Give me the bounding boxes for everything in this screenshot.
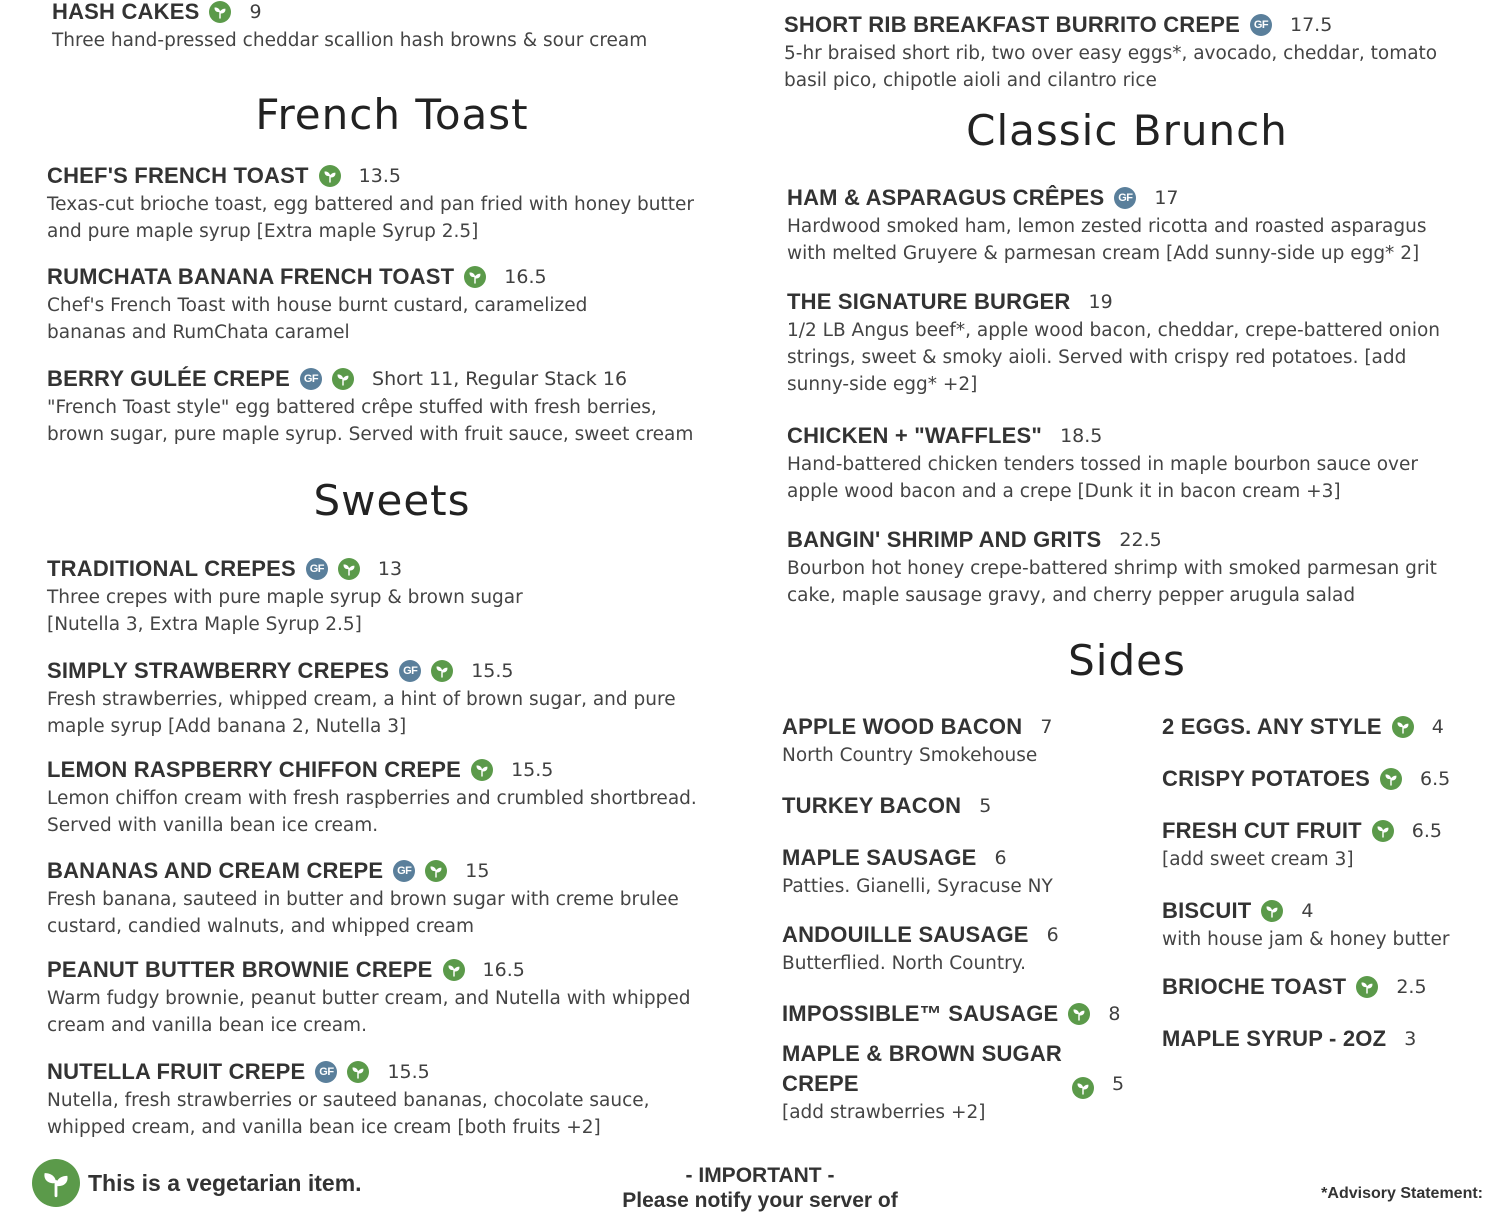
side-item — [1162, 972, 1492, 1002]
leaf-icon — [464, 266, 486, 288]
side-item — [782, 999, 1152, 1029]
item-description: Three crepes with pure maple syrup & brown sugar [Nutella 3, Extra Maple Syrup 2.5] — [47, 587, 523, 635]
gf-badge-label: GF — [1118, 192, 1133, 204]
item-header — [782, 1039, 1152, 1099]
item-description: Chef's French Toast with house burnt custard, caramelized bananas and RumChata caramel — [47, 295, 588, 343]
gf-badge-label: GF — [403, 665, 418, 677]
item-price: Short 11, Regular Stack 16 — [372, 368, 628, 390]
item-name: LEMON RASPBERRY CHIFFON CREPE — [47, 757, 462, 782]
item-header — [1162, 1024, 1492, 1054]
section-title-classic-brunch: Classic Brunch — [966, 106, 1288, 155]
leaf-icon — [1392, 716, 1414, 738]
item-name: SIMPLY STRAWBERRY CREPES — [47, 658, 390, 683]
section-title-sides: Sides — [1068, 636, 1186, 685]
menu-item — [47, 554, 737, 638]
item-name: BRIOCHE TOAST — [1162, 974, 1347, 999]
menu-item — [47, 262, 737, 346]
item-description: Nutella, fresh strawberries or sauteed bananas, chocolate sauce, whipped cream, and vanilla bean ice cream [both fruits +2] — [47, 1090, 650, 1138]
menu-item-short-rib-burrito — [784, 10, 1472, 94]
item-name: MAPLE SAUSAGE — [782, 845, 977, 870]
vegetarian-legend-text: This is a vegetarian item. — [88, 1169, 362, 1196]
item-name: SHORT RIB BREAKFAST BURRITO CREPE — [784, 12, 1240, 37]
menu-item — [47, 1057, 737, 1141]
item-name: HAM & ASPARAGUS CRÊPES — [787, 185, 1105, 210]
side-item-maple-brown-sugar-crepe — [782, 1039, 1152, 1126]
item-description: Hand-battered chicken tenders tossed in maple bourbon sauce over apple wood bacon and a crepe [Dunk it in bacon cream +3] — [787, 454, 1418, 502]
leaf-icon — [338, 558, 360, 580]
leaf-icon — [431, 660, 453, 682]
gluten-free-icon — [393, 860, 415, 882]
item-description: 5-hr braised short rib, two over easy eggs*, avocado, cheddar, tomato basil pico, chipotle aioli and cilantro rice — [784, 43, 1438, 91]
item-header — [47, 262, 737, 292]
item-price: 7 — [1040, 716, 1053, 738]
item-name: HASH CAKES — [52, 0, 200, 24]
menu-item-hash-cakes — [52, 0, 737, 54]
item-price: 15.5 — [471, 660, 514, 682]
item-description: Butterflied. North Country. — [782, 953, 1026, 974]
side-item — [1162, 896, 1492, 953]
item-price: 19 — [1088, 291, 1113, 313]
item-price: 16.5 — [482, 959, 525, 981]
advisory-statement: *Advisory Statement: — [1321, 1185, 1483, 1202]
gluten-free-icon — [1114, 187, 1136, 209]
leaf-icon — [1372, 820, 1394, 842]
item-price: 15 — [465, 860, 490, 882]
menu-item — [47, 161, 737, 245]
item-header — [782, 712, 1152, 742]
item-header — [47, 1057, 737, 1087]
leaf-icon — [347, 1061, 369, 1083]
item-name: 2 EGGS. ANY STYLE — [1162, 714, 1382, 739]
gf-badge-label: GF — [303, 373, 319, 385]
item-header — [782, 920, 1152, 950]
item-header — [47, 364, 737, 394]
item-name: NUTELLA FRUIT CREPE — [47, 1059, 306, 1084]
item-price: 6 — [994, 847, 1007, 869]
menu-item — [47, 364, 737, 448]
item-price: 18.5 — [1060, 425, 1103, 447]
item-name: FRESH CUT FRUIT — [1162, 818, 1362, 843]
item-description: Warm fudgy brownie, peanut butter cream, and Nutella with whipped cream and vanilla bean ice cream. — [47, 988, 691, 1036]
vegetarian-legend — [32, 1159, 362, 1207]
section-title-french-toast: French Toast — [255, 90, 529, 139]
item-name: MAPLE & BROWN SUGAR CREPE — [782, 1041, 1063, 1096]
item-name: BANGIN' SHRIMP AND GRITS — [787, 527, 1102, 552]
item-description: [add sweet cream 3] — [1162, 849, 1354, 870]
leaf-icon — [319, 165, 341, 187]
item-description: "French Toast style" egg battered crêpe stuffed with fresh berries, brown sugar, pure maple syrup. Served with fruit sauce, sweet cream — [47, 397, 694, 445]
item-header — [47, 755, 737, 785]
item-description: Texas-cut brioche toast, egg battered and pan fried with honey butter and pure maple syrup [Extra maple Syrup 2.5] — [47, 194, 695, 242]
item-price: 8 — [1108, 1003, 1121, 1025]
item-header — [787, 183, 1472, 213]
item-price: 6.5 — [1419, 768, 1451, 790]
leaf-icon — [471, 759, 493, 781]
item-price: 6 — [1046, 924, 1059, 946]
item-price: 13.5 — [358, 165, 401, 187]
side-item — [1162, 1024, 1492, 1054]
item-name: APPLE WOOD BACON — [782, 714, 1023, 739]
item-description: Fresh strawberries, whipped cream, a hint of brown sugar, and pure maple syrup [Add banana 2, Nutella 3] — [47, 689, 676, 737]
side-item — [1162, 712, 1492, 742]
item-description: Lemon chiffon cream with fresh raspberries and crumbled shortbread. Served with vanilla bean ice cream. — [47, 788, 697, 836]
menu-item — [47, 755, 737, 839]
item-description: [add strawberries +2] — [782, 1102, 986, 1123]
item-name: TURKEY BACON — [782, 793, 962, 818]
item-price: 5 — [1112, 1073, 1125, 1095]
item-price: 4 — [1431, 716, 1444, 738]
leaf-icon — [1356, 976, 1378, 998]
gluten-free-icon — [399, 660, 421, 682]
leaf-icon — [1380, 768, 1402, 790]
item-header — [1162, 712, 1492, 742]
item-price: 3 — [1404, 1028, 1417, 1050]
item-header — [47, 656, 737, 686]
item-description: Patties. Gianelli, Syracuse NY — [782, 876, 1053, 897]
item-description: North Country Smokehouse — [782, 745, 1038, 766]
leaf-icon — [332, 368, 354, 390]
item-price: 15.5 — [387, 1061, 430, 1083]
menu-item — [787, 525, 1472, 609]
item-description: Three hand-pressed cheddar scallion hash browns & sour cream — [52, 30, 648, 51]
item-price: 5 — [979, 795, 992, 817]
gf-badge-label: GF — [319, 1066, 334, 1078]
item-header — [47, 955, 737, 985]
item-description: Fresh banana, sauteed in butter and brown sugar with creme brulee custard, candied walnuts, and whipped cream — [47, 889, 679, 937]
item-price: 17.5 — [1290, 14, 1333, 36]
item-name: BANANAS AND CREAM CREPE — [47, 858, 384, 883]
item-header — [782, 843, 1152, 873]
item-price: 6.5 — [1411, 820, 1442, 842]
menu-item — [47, 955, 737, 1039]
item-header — [47, 161, 737, 191]
menu-item — [787, 421, 1472, 505]
item-description: Bourbon hot honey crepe-battered shrimp with smoked parmesan grit cake, maple sausage gravy, and cherry pepper arugula salad — [787, 558, 1437, 606]
side-item — [782, 712, 1152, 769]
item-price: 4 — [1301, 900, 1314, 922]
item-name: MAPLE SYRUP - 2OZ — [1162, 1026, 1387, 1051]
item-name: RUMCHATA BANANA FRENCH TOAST — [47, 264, 455, 289]
gluten-free-icon — [1250, 14, 1272, 36]
item-description: Hardwood smoked ham, lemon zested ricotta and roasted asparagus with melted Gruyere & parmesan cream [Add sunny-side up egg* 2] — [787, 216, 1427, 264]
important-title: - IMPORTANT - — [685, 1164, 835, 1187]
item-price: 15.5 — [511, 759, 554, 781]
menu-item — [47, 656, 737, 740]
item-header — [47, 856, 737, 886]
side-item — [1162, 764, 1492, 794]
important-notice — [560, 1163, 960, 1212]
leaf-icon — [1072, 1077, 1094, 1099]
item-header — [1162, 896, 1492, 926]
item-name: ANDOUILLE SAUSAGE — [782, 922, 1029, 947]
item-name: PEANUT BUTTER BROWNIE CREPE — [47, 957, 433, 982]
item-price: 2.5 — [1396, 976, 1427, 998]
item-header — [1162, 764, 1492, 794]
item-description: with house jam & honey butter — [1162, 929, 1450, 950]
side-item — [1162, 816, 1492, 873]
item-name: CRISPY POTATOES — [1162, 766, 1370, 791]
item-name: CHEF'S FRENCH TOAST — [47, 163, 309, 188]
gluten-free-icon — [300, 368, 322, 390]
section-title-sweets: Sweets — [313, 476, 471, 525]
item-header — [47, 554, 737, 584]
leaf-icon — [1261, 900, 1283, 922]
gf-badge-label: GF — [1253, 19, 1269, 31]
menu-item — [47, 856, 737, 940]
leaf-icon — [32, 1159, 80, 1207]
item-header — [1162, 816, 1492, 846]
gluten-free-icon — [306, 558, 328, 580]
item-header — [1162, 972, 1492, 1002]
gf-badge-label: GF — [397, 865, 412, 877]
item-header — [784, 10, 1472, 40]
leaf-icon — [209, 1, 231, 23]
leaf-icon — [1068, 1003, 1090, 1025]
item-header — [52, 0, 737, 27]
menu-item — [787, 183, 1472, 267]
important-line: Please notify your server of — [622, 1189, 898, 1212]
side-item — [782, 843, 1152, 900]
gluten-free-icon — [315, 1061, 337, 1083]
item-price: 9 — [249, 1, 262, 23]
leaf-icon — [425, 860, 447, 882]
side-item — [782, 791, 1152, 821]
item-header — [782, 999, 1152, 1029]
item-name: TRADITIONAL CREPES — [47, 556, 296, 581]
item-header — [787, 421, 1472, 451]
item-name: THE SIGNATURE BURGER — [787, 289, 1071, 314]
item-description: 1/2 LB Angus beef*, apple wood bacon, cheddar, crepe-battered onion strings, sweet & smoky aioli. Served with crispy red potatoes. [add sunny-side egg* +2] — [787, 320, 1441, 395]
item-price: 13 — [377, 558, 403, 580]
item-price: 16.5 — [504, 266, 547, 288]
item-name: BISCUIT — [1162, 898, 1252, 923]
item-price: 22.5 — [1119, 529, 1162, 551]
item-name: CHICKEN + "WAFFLES" — [787, 423, 1043, 448]
item-name: BERRY GULÉE CREPE — [47, 366, 291, 391]
gf-badge-label: GF — [309, 563, 325, 575]
item-header — [787, 525, 1472, 555]
item-name: IMPOSSIBLE™ SAUSAGE — [782, 1001, 1059, 1026]
item-price: 17 — [1154, 187, 1179, 209]
leaf-icon — [443, 959, 465, 981]
item-header — [782, 791, 1152, 821]
side-item — [782, 920, 1152, 977]
menu-item — [787, 287, 1472, 398]
item-header — [787, 287, 1472, 317]
